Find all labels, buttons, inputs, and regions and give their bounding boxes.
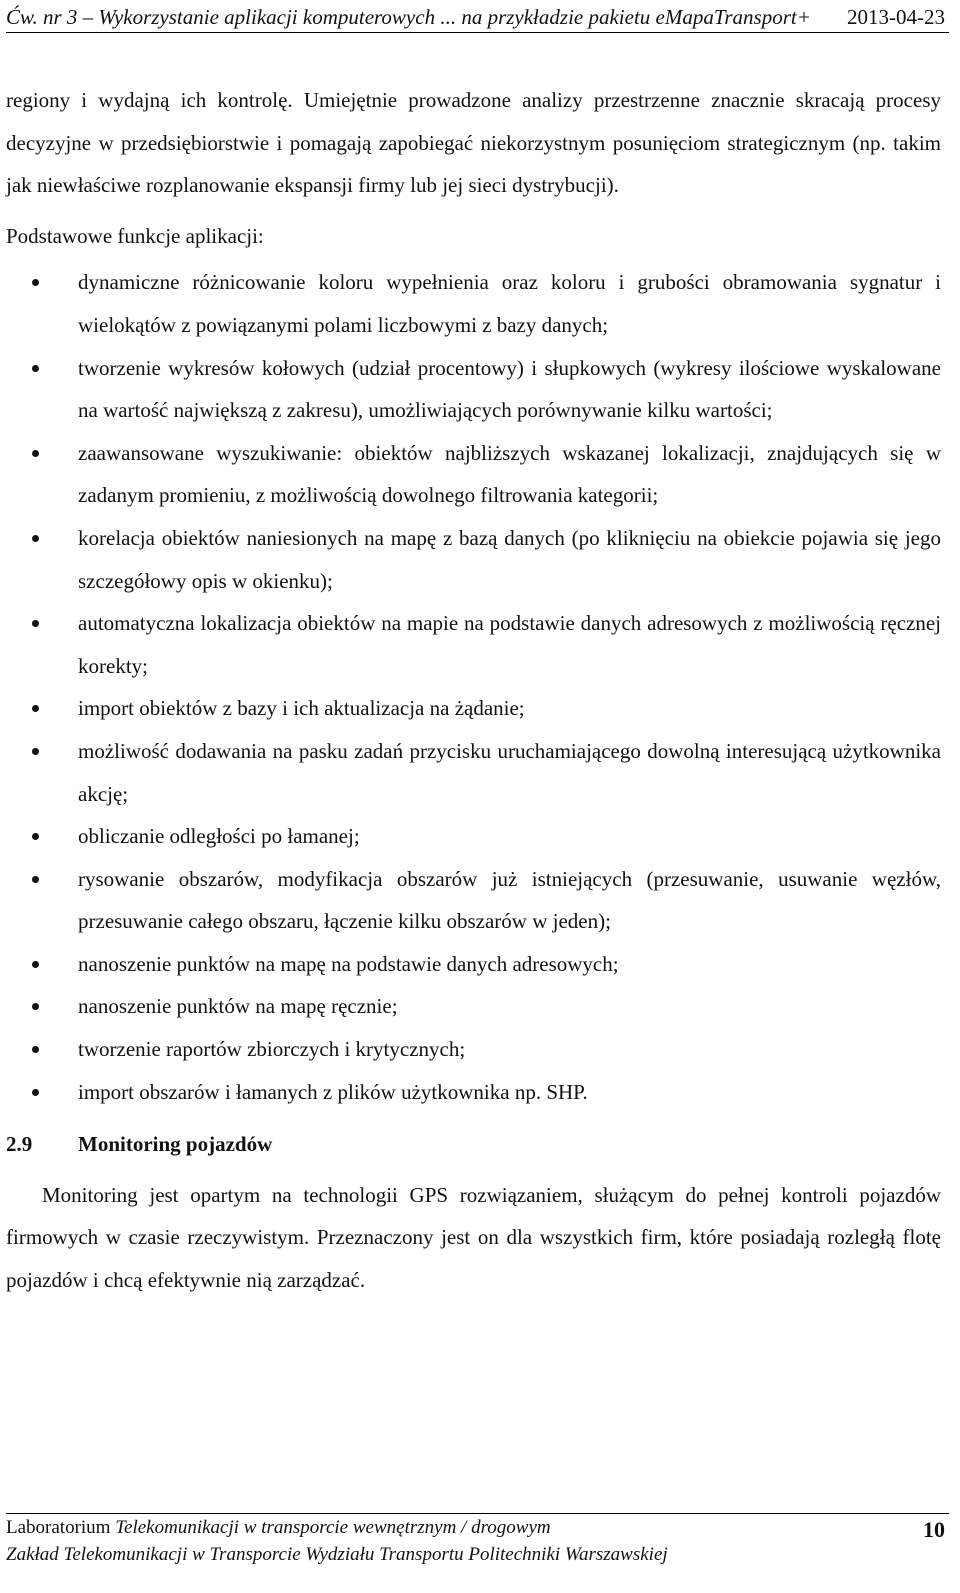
list-item xyxy=(6,347,941,432)
page-content xyxy=(6,79,941,1302)
bullet-icon xyxy=(32,833,39,840)
bullet-icon xyxy=(32,1003,39,1010)
list-item xyxy=(6,432,941,517)
list-item-text: korelacja obiektów naniesionych na mapę z bazą danych (po kliknięciu na obiekcie pojawia się jego szczegółowy opis w okienku); xyxy=(78,525,941,593)
footer-course-name: Telekomunikacji w transporcie wewnętrznym / drogowym xyxy=(115,1517,551,1538)
list-item xyxy=(6,730,941,815)
list-item xyxy=(6,858,941,943)
list-item xyxy=(6,517,941,602)
bullet-icon xyxy=(32,961,39,968)
list-item-text: import obszarów i łamanych z plików użytkownika np. SHP. xyxy=(78,1079,588,1104)
list-item xyxy=(6,985,941,1028)
section-title: Monitoring pojazdów xyxy=(78,1132,273,1157)
list-item xyxy=(6,687,941,730)
list-item-text: nanoszenie punktów na mapę na podstawie danych adresowych; xyxy=(78,951,619,976)
list-item-text: obliczanie odległości po łamanej; xyxy=(78,824,360,849)
bullet-icon xyxy=(32,876,39,883)
list-item xyxy=(6,815,941,858)
paragraph-top: regiony i wydajną ich kontrolę. Umiejętnie prowadzone analizy przestrzenne znacznie skracają procesy decyzyjne w przedsiębiorstwie i pomagają zapobiegać niekorzystnym posunięciom strategicznym (np. takim jak niewłaściwe rozplanowanie ekspansji firmy lub jej sieci dystrybucji). xyxy=(6,88,941,198)
list-item-text: nanoszenie punktów na mapę ręcznie; xyxy=(78,994,398,1019)
list-item-text: automatyczna lokalizacja obiektów na mapie na podstawie danych adresowych z możliwością ręcznej korekty; xyxy=(78,611,941,678)
list-item-text: zaawansowane wyszukiwanie: obiektów najbliższych wskazanej lokalizacji, znajdujących się w zadanym promieniu, z możliwością dowolnego filtrowania kategorii; xyxy=(78,440,941,508)
list-item-text: możliwość dodawania na pasku zadań przycisku uruchamiającego dowolną interesującą użytkownika akcję; xyxy=(78,738,941,806)
functions-intro: Podstawowe funkcje aplikacji: xyxy=(6,223,264,248)
list-item-text: rysowanie obszarów, modyfikacja obszarów już istniejących (przesuwanie, usuwanie węzłów, przesuwanie całego obszaru, łączenie kilku obszarów w jeden); xyxy=(78,866,941,934)
bullet-icon xyxy=(32,1046,39,1053)
header-date: 2013-04-23 xyxy=(847,5,945,29)
bullet-icon xyxy=(32,279,39,286)
list-item-text: tworzenie raportów zbiorczych i krytycznych; xyxy=(78,1037,466,1062)
list-item xyxy=(6,261,941,346)
footer-line-2: Zakład Telekomunikacji w Transporcie Wydziału Transportu Politechniki Warszawskiej xyxy=(6,1544,668,1565)
section-heading xyxy=(6,1123,941,1166)
footer-lab-prefix: Laboratorium xyxy=(6,1517,116,1538)
page-footer xyxy=(6,1513,949,1568)
list-item xyxy=(6,943,941,986)
list-item-text: tworzenie wykresów kołowych (udział procentowy) i słupkowych (wykresy ilościowe wyskalowane na wartość największą z zakresu), umożliwiających porównywanie kilku wartości; xyxy=(78,355,941,423)
bullet-icon xyxy=(32,535,39,542)
bullet-icon xyxy=(32,748,39,755)
header-title: Ćw. nr 3 – Wykorzystanie aplikacji komputerowych ... na przykładzie pakietu eMapaTransport+ xyxy=(6,5,811,29)
list-item xyxy=(6,1071,941,1114)
footer-line-1 xyxy=(6,1514,949,1541)
bullet-icon xyxy=(32,705,39,712)
functions-list xyxy=(6,261,941,1113)
list-item-text: import obiektów z bazy i ich aktualizacja na żądanie; xyxy=(78,696,525,721)
list-item xyxy=(6,602,941,687)
bullet-icon xyxy=(32,620,39,627)
page-number: 10 xyxy=(923,1517,945,1542)
section-paragraph: Monitoring jest opartym na technologii GPS rozwiązaniem, służącym do pełnej kontroli pojazdów firmowych w czasie rzeczywistym. Przeznaczony jest on dla wszystkich firm, które posiadają rozległą flotę pojazdów i chcą efektywnie nią zarządzać. xyxy=(6,1182,941,1293)
page-header xyxy=(6,2,949,33)
section-number: 2.9 xyxy=(6,1132,33,1157)
list-item xyxy=(6,1028,941,1071)
bullet-icon xyxy=(32,450,39,457)
list-item-text: dynamiczne różnicowanie koloru wypełnienia oraz koloru i grubości obramowania sygnatur i wielokątów z powiązanymi polami liczbowymi z bazy danych; xyxy=(78,270,941,337)
bullet-icon xyxy=(32,1089,39,1096)
bullet-icon xyxy=(32,365,39,372)
